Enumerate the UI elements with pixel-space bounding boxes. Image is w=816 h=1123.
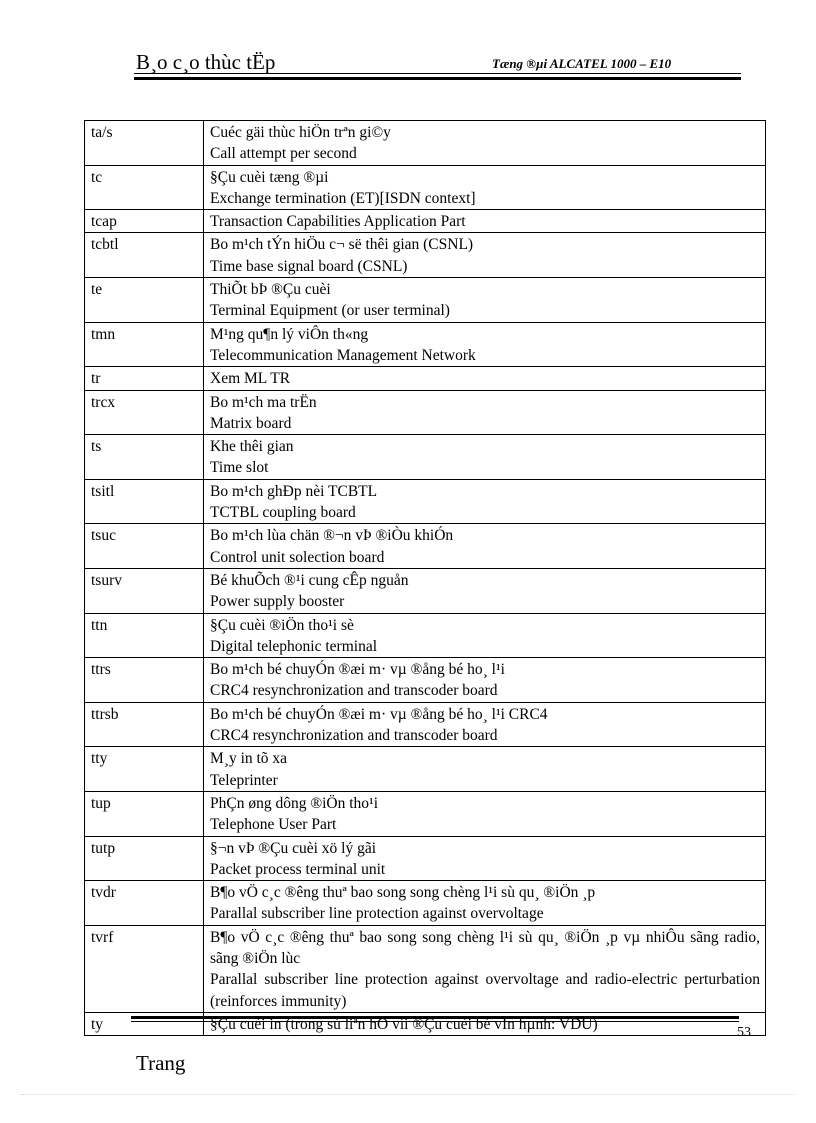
definition-line: PhÇn øng dông ®iÖn tho¹i <box>210 794 378 812</box>
definition-line: Exchange termination (ET)[ISDN context] <box>210 189 476 207</box>
table-row <box>85 702 766 747</box>
definition-line: Khe thêi gian <box>210 438 294 456</box>
definition-line: Transaction Capabilities Application Part <box>210 213 466 231</box>
definition-cell <box>204 702 766 747</box>
definition-line: §¬n vÞ ®Çu cuèi xö lý gãi <box>210 839 377 857</box>
definition-line: Matrix board <box>210 414 292 432</box>
table-row <box>85 613 766 658</box>
definition-cell <box>204 613 766 658</box>
definition-line: Bo m¹ch ma trËn <box>210 393 317 411</box>
document-subject: Tæng ®µi ALCATEL 1000 – E10 <box>492 56 672 71</box>
definition-line: Control unit solection board <box>210 548 385 566</box>
abbreviation-cell: tr <box>85 367 204 390</box>
definition-line: Packet process terminal unit <box>210 860 386 878</box>
definition-line: Bo m¹ch bé chuyÓn ®æi m· vµ ®ång bé ho¸ l¹i CRC4 <box>210 705 548 723</box>
abbreviation-cell: te <box>85 278 204 323</box>
definition-cell <box>204 210 766 233</box>
table-row <box>85 210 766 233</box>
definition-line: Parallal subscriber line protection against overvoltage and radio-electric perturbation (reinforces immunity) <box>210 971 760 1010</box>
definition-cell <box>204 435 766 480</box>
definition-cell <box>204 658 766 703</box>
definition-cell <box>204 524 766 569</box>
abbreviation-cell: tsuc <box>85 524 204 569</box>
definition-line: Telephone User Part <box>210 816 337 834</box>
abbreviation-cell: tc <box>85 165 204 210</box>
definition-cell <box>204 165 766 210</box>
definition-cell <box>204 747 766 792</box>
definition-line: Power supply booster <box>210 593 345 611</box>
table-row <box>85 367 766 390</box>
header-rule-thick <box>134 77 741 80</box>
definition-line: M¹ng qu¶n lý viÔn th«ng <box>210 325 369 343</box>
abbreviation-cell: ttrs <box>85 658 204 703</box>
definition-line: Teleprinter <box>210 771 278 789</box>
table-row <box>85 836 766 881</box>
definition-cell <box>204 233 766 278</box>
abbreviation-cell: tsurv <box>85 568 204 613</box>
header-rule-thin <box>134 73 741 74</box>
abbreviation-cell: tcap <box>85 210 204 233</box>
report-title: B¸o c¸o thùc tËp <box>136 50 276 74</box>
table-row <box>85 568 766 613</box>
definition-line: Parallal subscriber line protection against overvoltage <box>210 905 544 923</box>
page-bottom-dotted-line <box>20 1094 796 1095</box>
footer-rule-thin <box>131 1021 739 1022</box>
table-row <box>85 925 766 1012</box>
glossary-body <box>85 121 766 1036</box>
abbreviation-cell: tvrf <box>85 925 204 1012</box>
definition-line: Terminal Equipment (or user terminal) <box>210 302 450 320</box>
definition-line: §Çu cuèi ®iÖn tho¹i sè <box>210 616 354 634</box>
definition-cell <box>204 479 766 524</box>
definition-line: Time slot <box>210 459 269 477</box>
definition-line: Call attempt per second <box>210 145 357 163</box>
definition-line: §Çu cuèi in (trong sù liªn hÖ víi ®Çu cuèi bé vÏn hµnh: VDU) <box>210 1015 598 1033</box>
definition-line: Bo m¹ch tÝn hiÖu c¬ së thêi gian (CSNL) <box>210 236 474 254</box>
abbreviation-cell: ts <box>85 435 204 480</box>
definition-cell <box>204 367 766 390</box>
abbreviation-cell: ttrsb <box>85 702 204 747</box>
table-row <box>85 435 766 480</box>
definition-line: Time base signal board (CSNL) <box>210 257 408 275</box>
abbreviation-cell: tsitl <box>85 479 204 524</box>
definition-line: Bé khuÕch ®¹i cung cÊp nguån <box>210 571 409 589</box>
page-number: 53 <box>737 1025 751 1040</box>
definition-line: M¸y in tõ xa <box>210 750 288 768</box>
table-row <box>85 390 766 435</box>
abbreviation-cell: ty <box>85 1012 204 1035</box>
definition-line: Digital telephonic terminal <box>210 637 378 655</box>
definition-line: Cuéc gäi thùc hiÖn trªn gi©y <box>210 124 391 141</box>
definition-cell <box>204 390 766 435</box>
definition-cell <box>204 121 766 166</box>
table-row <box>85 165 766 210</box>
table-row <box>85 658 766 703</box>
definition-cell <box>204 836 766 881</box>
definition-line: ThiÕt bÞ ®Çu cuèi <box>210 281 331 299</box>
table-row <box>85 278 766 323</box>
glossary-table <box>84 120 766 1036</box>
definition-cell <box>204 568 766 613</box>
abbreviation-cell: ttn <box>85 613 204 658</box>
definition-cell <box>204 322 766 367</box>
definition-line: B¶o vÖ c¸c ®êng thuª bao song song chèng l¹i sù qu¸ ®iÖn ¸p <box>210 884 596 902</box>
abbreviation-cell: tutp <box>85 836 204 881</box>
table-row <box>85 233 766 278</box>
table-row <box>85 524 766 569</box>
definition-line: §Çu cuèi tæng ®µi <box>210 168 329 186</box>
definition-line: B¶o vÖ c¸c ®êng thuª bao song song chèng l¹i sù qu¸ ®iÖn ¸p vµ nhiÔu sãng radio, sãng ®iÖn lùc <box>210 928 760 967</box>
table-row <box>85 881 766 926</box>
definition-line: Bo m¹ch ghÐp nèi TCBTL <box>210 482 378 500</box>
table-row <box>85 791 766 836</box>
definition-line: Bo m¹ch bé chuyÓn ®æi m· vµ ®ång bé ho¸ l¹i <box>210 661 505 679</box>
abbreviation-cell: tvdr <box>85 881 204 926</box>
abbreviation-cell: tty <box>85 747 204 792</box>
abbreviation-cell: tmn <box>85 322 204 367</box>
footer-label: Trang <box>136 1051 186 1075</box>
abbreviation-cell: ta/s <box>85 121 204 166</box>
definition-line: TCTBL coupling board <box>210 504 356 522</box>
table-row <box>85 322 766 367</box>
definition-line: Bo m¹ch lùa chän ®¬n vÞ ®iÒu khiÓn <box>210 527 454 545</box>
abbreviation-cell: tup <box>85 791 204 836</box>
definition-line: Telecommunication Management Network <box>210 346 476 364</box>
definition-cell <box>204 881 766 926</box>
definition-cell <box>204 925 766 1012</box>
definition-cell <box>204 278 766 323</box>
definition-line: Xem ML TR <box>210 370 291 388</box>
definition-cell <box>204 791 766 836</box>
table-row <box>85 747 766 792</box>
definition-line: CRC4 resynchronization and transcoder board <box>210 682 498 700</box>
abbreviation-cell: trcx <box>85 390 204 435</box>
abbreviation-cell: tcbtl <box>85 233 204 278</box>
definition-line: CRC4 resynchronization and transcoder board <box>210 727 498 745</box>
table-row <box>85 479 766 524</box>
table-row <box>85 121 766 166</box>
footer-rule-thick <box>131 1016 739 1019</box>
